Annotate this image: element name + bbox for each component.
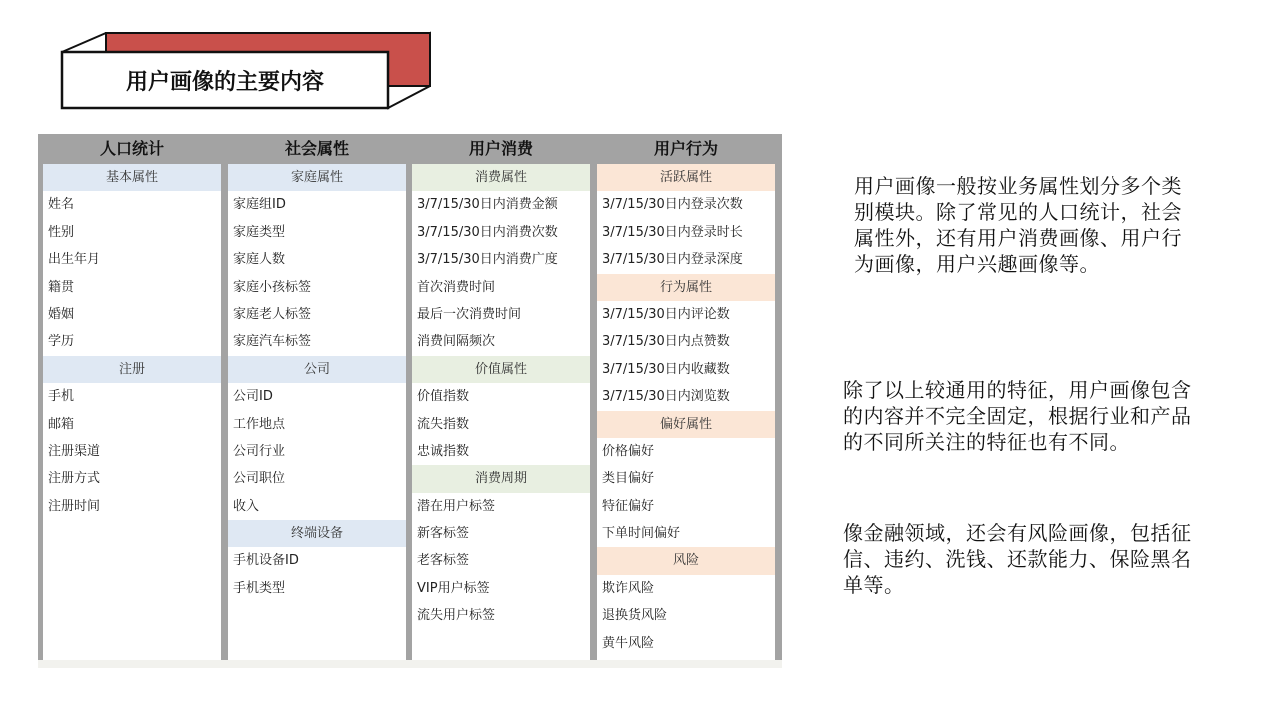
table-row: 特征偏好 [602,498,655,514]
table-row: 黄牛风险 [602,635,655,651]
table-row: 老客标签 [417,553,470,569]
section-header: 偏好属性 [597,411,775,438]
table-row: 手机设备ID [233,553,299,569]
column-body [597,164,775,660]
table-row: 价格偏好 [602,443,655,459]
table-row: 婚姻 [48,306,75,322]
section-header: 行为属性 [597,274,775,301]
column-body [412,164,590,660]
column-header: 社会属性 [284,139,349,158]
table-row: 学历 [48,334,75,350]
column-body [228,164,406,660]
title-box [58,28,438,114]
section-header: 价值属性 [412,356,590,383]
table-row: 注册渠道 [48,443,101,459]
table-row: 家庭小孩标签 [233,279,312,295]
table-row: 潜在用户标签 [417,498,496,514]
table-bottom-strip [38,660,782,668]
table-row: 3/7/15/30日内评论数 [602,306,730,322]
table-row: 新客标签 [417,526,470,542]
table-row: 注册时间 [48,498,101,514]
section-header: 终端设备 [228,520,406,547]
user-profile-table [38,134,782,668]
table-row: 消费间隔频次 [417,334,496,350]
table-row: 家庭组ID [233,197,286,213]
table-row: 最后一次消费时间 [417,306,522,322]
table-row: 流失指数 [417,416,470,432]
section-header: 注册 [43,356,221,383]
table-row: 3/7/15/30日内点赞数 [602,334,730,350]
section-header: 基本属性 [43,164,221,191]
table-row: 姓名 [48,197,75,213]
table-row: 3/7/15/30日内登录时长 [602,224,743,240]
table-row: VIP用户标签 [417,580,490,596]
paragraph-finance: 像金融领域，还会有风险画像，包括征信、违约、洗钱、还款能力、保险黑名单等。 [843,521,1192,597]
section-header: 家庭属性 [228,164,406,191]
section-header: 消费属性 [412,164,590,191]
table-row: 忠诚指数 [417,443,470,459]
table-row: 公司ID [233,389,273,405]
section-header: 活跃属性 [597,164,775,191]
table-row: 注册方式 [48,471,101,487]
table-row: 首次消费时间 [417,279,496,295]
table-row: 3/7/15/30日内消费金额 [417,197,558,213]
table-row: 家庭人数 [233,252,286,268]
table-row: 价值指数 [417,389,470,405]
table-row: 3/7/15/30日内登录深度 [602,252,743,268]
table-column [412,134,590,668]
column-header: 用户行为 [653,139,718,158]
table-row: 3/7/15/30日内消费广度 [417,252,558,268]
page-title: 用户画像的主要内容 [125,69,324,95]
table-row: 类目偏好 [602,471,655,487]
column-header: 用户消费 [468,139,533,158]
column-body [43,164,221,660]
paragraph-overview: 用户画像一般按业务属性划分多个类别模块。除了常见的人口统计，社会属性外，还有用户消费画像、用户行为画像，用户兴趣画像等。 [854,174,1182,276]
table-row: 手机类型 [233,580,286,596]
paragraph-variability: 除了以上较通用的特征，用户画像包含的内容并不完全固定，根据行业和产品的不同所关注的特征也有不同。 [843,378,1192,454]
table-row: 收入 [233,498,260,514]
section-header: 公司 [228,356,406,383]
table-row: 退换货风险 [602,608,668,624]
table-row: 家庭老人标签 [233,306,312,322]
table-row: 性别 [48,224,75,240]
table-row: 3/7/15/30日内收藏数 [602,361,730,377]
table-row: 下单时间偏好 [602,526,681,542]
table-row: 3/7/15/30日内登录次数 [602,197,743,213]
table-row: 家庭类型 [233,224,286,240]
table-column [228,134,406,668]
table-row: 流失用户标签 [417,608,496,624]
section-header: 风险 [597,547,775,574]
table-row: 3/7/15/30日内消费次数 [417,224,558,240]
table-row: 公司职位 [233,471,286,487]
table-row: 家庭汽车标签 [233,334,312,350]
table-column [43,134,221,668]
table-row: 3/7/15/30日内浏览数 [602,389,730,405]
table-row: 邮箱 [48,416,75,432]
column-header: 人口统计 [99,139,164,158]
table-row: 工作地点 [233,416,286,432]
table-row: 手机 [48,389,75,405]
table-row: 籍贯 [48,279,75,295]
table-row: 出生年月 [48,252,101,268]
section-header: 消费周期 [412,465,590,492]
table-row: 公司行业 [233,443,286,459]
table-row: 欺诈风险 [602,580,655,596]
table-column [597,134,775,668]
